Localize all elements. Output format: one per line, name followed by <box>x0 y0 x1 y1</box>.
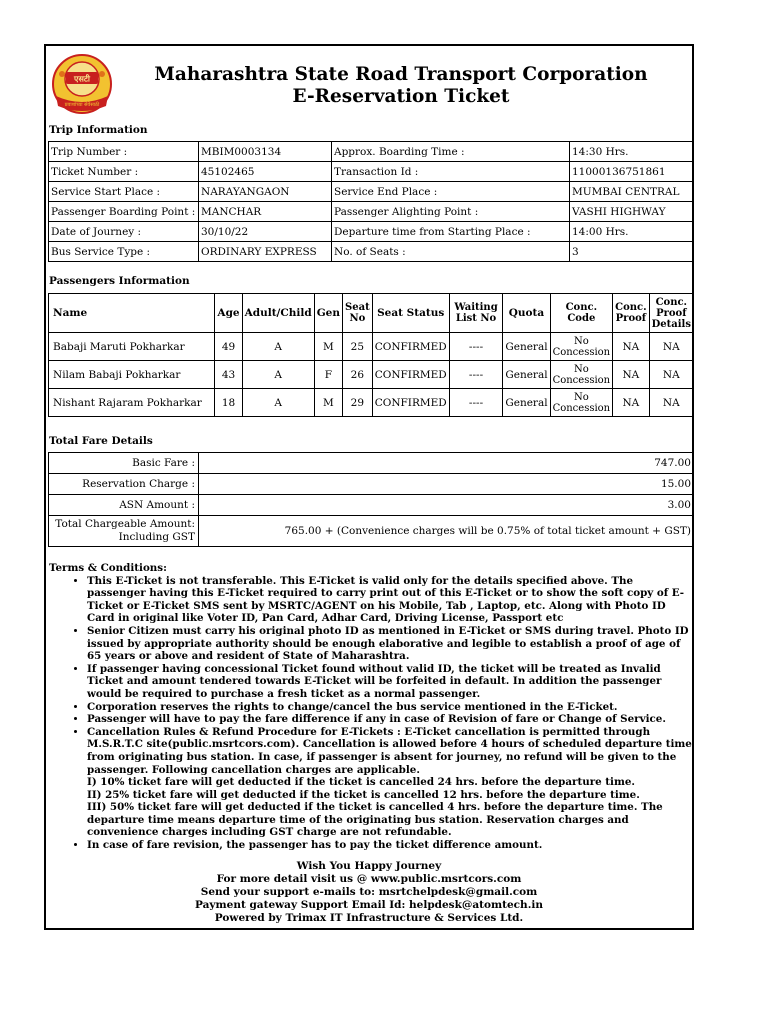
passenger-row <box>49 361 694 389</box>
trip-value: 3 <box>570 242 694 262</box>
passenger-seat: 25 <box>343 333 373 361</box>
passenger-quota: General <box>503 389 550 417</box>
passenger-waiting: ---- <box>449 361 503 389</box>
asn-amount-label: ASN Amount : <box>49 495 199 516</box>
passengers-header-row <box>49 294 694 333</box>
passenger-name: Nilam Babaji Pokharkar <box>49 361 215 389</box>
passenger-conc-code: No Concession <box>550 389 613 417</box>
trip-info-table <box>48 141 694 262</box>
logo-text: एसटी <box>74 74 90 84</box>
trip-label: Passenger Boarding Point : <box>49 202 199 222</box>
passenger-conc-code: No Concession <box>550 361 613 389</box>
passenger-proof-details: NA <box>649 389 693 417</box>
terms-list <box>49 575 693 852</box>
passenger-type: A <box>242 389 314 417</box>
footer-greeting: Wish You Happy Journey <box>296 860 442 872</box>
trip-label: Approx. Boarding Time : <box>332 142 570 162</box>
trip-info-label: Trip Information <box>49 124 148 136</box>
passenger-row <box>49 333 694 361</box>
trip-label: No. of Seats : <box>332 242 570 262</box>
passenger-seat: 29 <box>343 389 373 417</box>
passenger-waiting: ---- <box>449 333 503 361</box>
reservation-charge-value: 15.00 <box>199 474 694 495</box>
passenger-gen: M <box>314 389 342 417</box>
terms-section <box>49 562 693 852</box>
terms-item: • If passenger having concessional Ticket found without valid ID, the ticket will be treated as Invalid Ticket and amount tendered towards E-Ticket will be forfeited in default. In addition the passenger would be required to purchase a fresh ticket as a normal passenger. <box>87 663 693 701</box>
terms-item-cancellation: • Cancellation Rules & Refund Procedure for E-Tickets : E-Ticket cancellation is permitted through M.S.R.T.C site(public.msrtcors.com). Cancellation is allowed before 4 hours of scheduled departure time from originating bus station. In case, if passenger is absent for journey, no refund will be given to the passenger. Following cancellation charges are applicable. I) 10% ticket fare will get deducted if the ticket is cancelled 24 hrs. before the departure time. II) 25% ticket fare will get deducted if the ticket is cancelled 12 hrs. before the departure time. III) 50% ticket fare will get deducted if the ticket is cancelled 4 hrs. before the departure time. The departure time means departure time of the originating bus station. Reservation charges and convenience charges including GST charge are not refundable. <box>87 726 693 839</box>
trip-row <box>49 142 694 162</box>
trip-value: 30/10/22 <box>199 222 332 242</box>
trip-label: Passenger Alighting Point : <box>332 202 570 222</box>
passengers-info-label: Passengers Information <box>49 275 190 287</box>
passenger-name: Babaji Maruti Pokharkar <box>49 333 215 361</box>
passenger-type: A <box>242 361 314 389</box>
trip-value: 11000136751861 <box>570 162 694 182</box>
col-header-name: Name <box>49 294 215 333</box>
trip-label: Service Start Place : <box>49 182 199 202</box>
passenger-age: 18 <box>215 389 242 417</box>
trip-label: Ticket Number : <box>49 162 199 182</box>
passengers-table <box>48 293 694 417</box>
trip-row <box>49 242 694 262</box>
col-header-proof-details: Conc. Proof Details <box>649 294 693 333</box>
passenger-status: CONFIRMED <box>372 361 449 389</box>
terms-item: • Passenger will have to pay the fare difference if any in case of Revision of fare or Change of Service. <box>87 713 693 726</box>
footer-powered-by: Powered by Trimax IT Infrastructure & Services Ltd. <box>214 912 524 924</box>
fare-total-row <box>49 516 694 547</box>
trip-value: 14:00 Hrs. <box>570 222 694 242</box>
basic-fare-value: 747.00 <box>199 453 694 474</box>
trip-row <box>49 202 694 222</box>
terms-heading: Terms & Conditions: <box>49 562 167 574</box>
trip-value: MUMBAI CENTRAL <box>570 182 694 202</box>
passenger-seat: 26 <box>343 361 373 389</box>
fare-row <box>49 495 694 516</box>
fare-row <box>49 474 694 495</box>
passenger-conc-proof: NA <box>613 361 650 389</box>
passenger-waiting: ---- <box>449 389 503 417</box>
title-line-2: E-Reservation Ticket <box>292 86 510 107</box>
col-header-waiting-list: Waiting List No <box>449 294 503 333</box>
passenger-status: CONFIRMED <box>372 389 449 417</box>
col-header-quota: Quota <box>503 294 550 333</box>
terms-item: • Senior Citizen must carry his original photo ID as mentioned in E-Ticket or SMS during travel. Photo ID issued by appropriate authority should be enough elaborative and legible to establish a proof of age of 65 years or above and resident of State of Maharashtra. <box>87 625 693 663</box>
passenger-age: 49 <box>215 333 242 361</box>
footer-support-email: Send your support e-mails to: msrtchelpdesk@gmail.com <box>200 886 538 898</box>
trip-value: 45102465 <box>199 162 332 182</box>
cancellation-rule: II) 25% ticket fare will get deducted if the ticket is cancelled 12 hrs. before the departure time. <box>87 788 640 801</box>
trip-value: ORDINARY EXPRESS <box>199 242 332 262</box>
trip-value: VASHI HIGHWAY <box>570 202 694 222</box>
passenger-proof-details: NA <box>649 333 693 361</box>
col-header-adult-child: Adult/Child <box>242 294 314 333</box>
terms-item: • Corporation reserves the rights to change/cancel the bus service mentioned in the E-Ticket. <box>87 701 693 714</box>
fare-details-label: Total Fare Details <box>49 435 153 447</box>
fare-row <box>49 453 694 474</box>
cancellation-rule: I) 10% ticket fare will get deducted if the ticket is cancelled 24 hrs. before the departure time. <box>87 776 635 789</box>
col-header-seat-no: Seat No <box>343 294 373 333</box>
title-line-1: Maharashtra State Road Transport Corporation <box>154 64 648 85</box>
passenger-quota: General <box>503 361 550 389</box>
reservation-charge-label: Reservation Charge : <box>49 474 199 495</box>
trip-label: Service End Place : <box>332 182 570 202</box>
col-header-age: Age <box>215 294 242 333</box>
terms-item: • In case of fare revision, the passenger has to pay the ticket difference amount. <box>87 839 693 852</box>
passenger-name: Nishant Rajaram Pokharkar <box>49 389 215 417</box>
ticket-title <box>126 64 676 108</box>
passenger-status: CONFIRMED <box>372 333 449 361</box>
trip-value: MBIM0003134 <box>199 142 332 162</box>
trip-label: Transaction Id : <box>332 162 570 182</box>
msrtc-logo <box>50 52 114 122</box>
ticket-footer <box>46 860 692 925</box>
passenger-conc-proof: NA <box>613 389 650 417</box>
passenger-conc-proof: NA <box>613 333 650 361</box>
ticket-frame <box>44 44 694 930</box>
trip-value: NARAYANGAON <box>199 182 332 202</box>
trip-label: Departure time from Starting Place : <box>332 222 570 242</box>
trip-value: 14:30 Hrs. <box>570 142 694 162</box>
trip-label: Bus Service Type : <box>49 242 199 262</box>
trip-value: MANCHAR <box>199 202 332 222</box>
trip-row <box>49 182 694 202</box>
passenger-conc-code: No Concession <box>550 333 613 361</box>
logo-banner-text: प्रवाशांच्या सेवेसाठी <box>64 102 100 108</box>
cancellation-rule: III) 50% ticket fare will get deducted if the ticket is cancelled 4 hrs. before the departure time. The departure time means departure time of the originating bus station. Reservation charges and convenience charges including GST charge are not refundable. <box>87 801 663 839</box>
trip-label: Date of Journey : <box>49 222 199 242</box>
passenger-row <box>49 389 694 417</box>
total-amount-value: 765.00 + (Convenience charges will be 0.75% of total ticket amount + GST) <box>199 516 694 547</box>
passenger-type: A <box>242 333 314 361</box>
terms-item: • This E-Ticket is not transferable. This E-Ticket is valid only for the details specified above. The passenger having this E-Ticket required to carry print out of this E-Ticket or to show the soft copy of E-Ticket or E-Ticket SMS sent by MSRTC/AGENT on his Mobile, Tab , Laptop, etc. Along with Photo ID Card in original like Voter ID, Pan Card, Adhar Card, Driving License, Passport etc <box>87 575 693 625</box>
footer-gateway-email: Payment gateway Support Email Id: helpdesk@atomtech.in <box>195 899 543 911</box>
passenger-gen: F <box>314 361 342 389</box>
col-header-seat-status: Seat Status <box>372 294 449 333</box>
total-amount-label: Total Chargeable Amount: Including GST <box>49 516 199 547</box>
fare-table <box>48 452 694 547</box>
footer-website: For more detail visit us @ www.public.msrtcors.com <box>216 873 522 885</box>
passenger-gen: M <box>314 333 342 361</box>
passenger-quota: General <box>503 333 550 361</box>
col-header-gen: Gen <box>314 294 342 333</box>
passenger-proof-details: NA <box>649 361 693 389</box>
basic-fare-label: Basic Fare : <box>49 453 199 474</box>
asn-amount-value: 3.00 <box>199 495 694 516</box>
col-header-conc-code: Conc. Code <box>550 294 613 333</box>
col-header-conc-proof: Conc. Proof <box>613 294 650 333</box>
passenger-age: 43 <box>215 361 242 389</box>
trip-label: Trip Number : <box>49 142 199 162</box>
trip-row <box>49 222 694 242</box>
trip-row <box>49 162 694 182</box>
